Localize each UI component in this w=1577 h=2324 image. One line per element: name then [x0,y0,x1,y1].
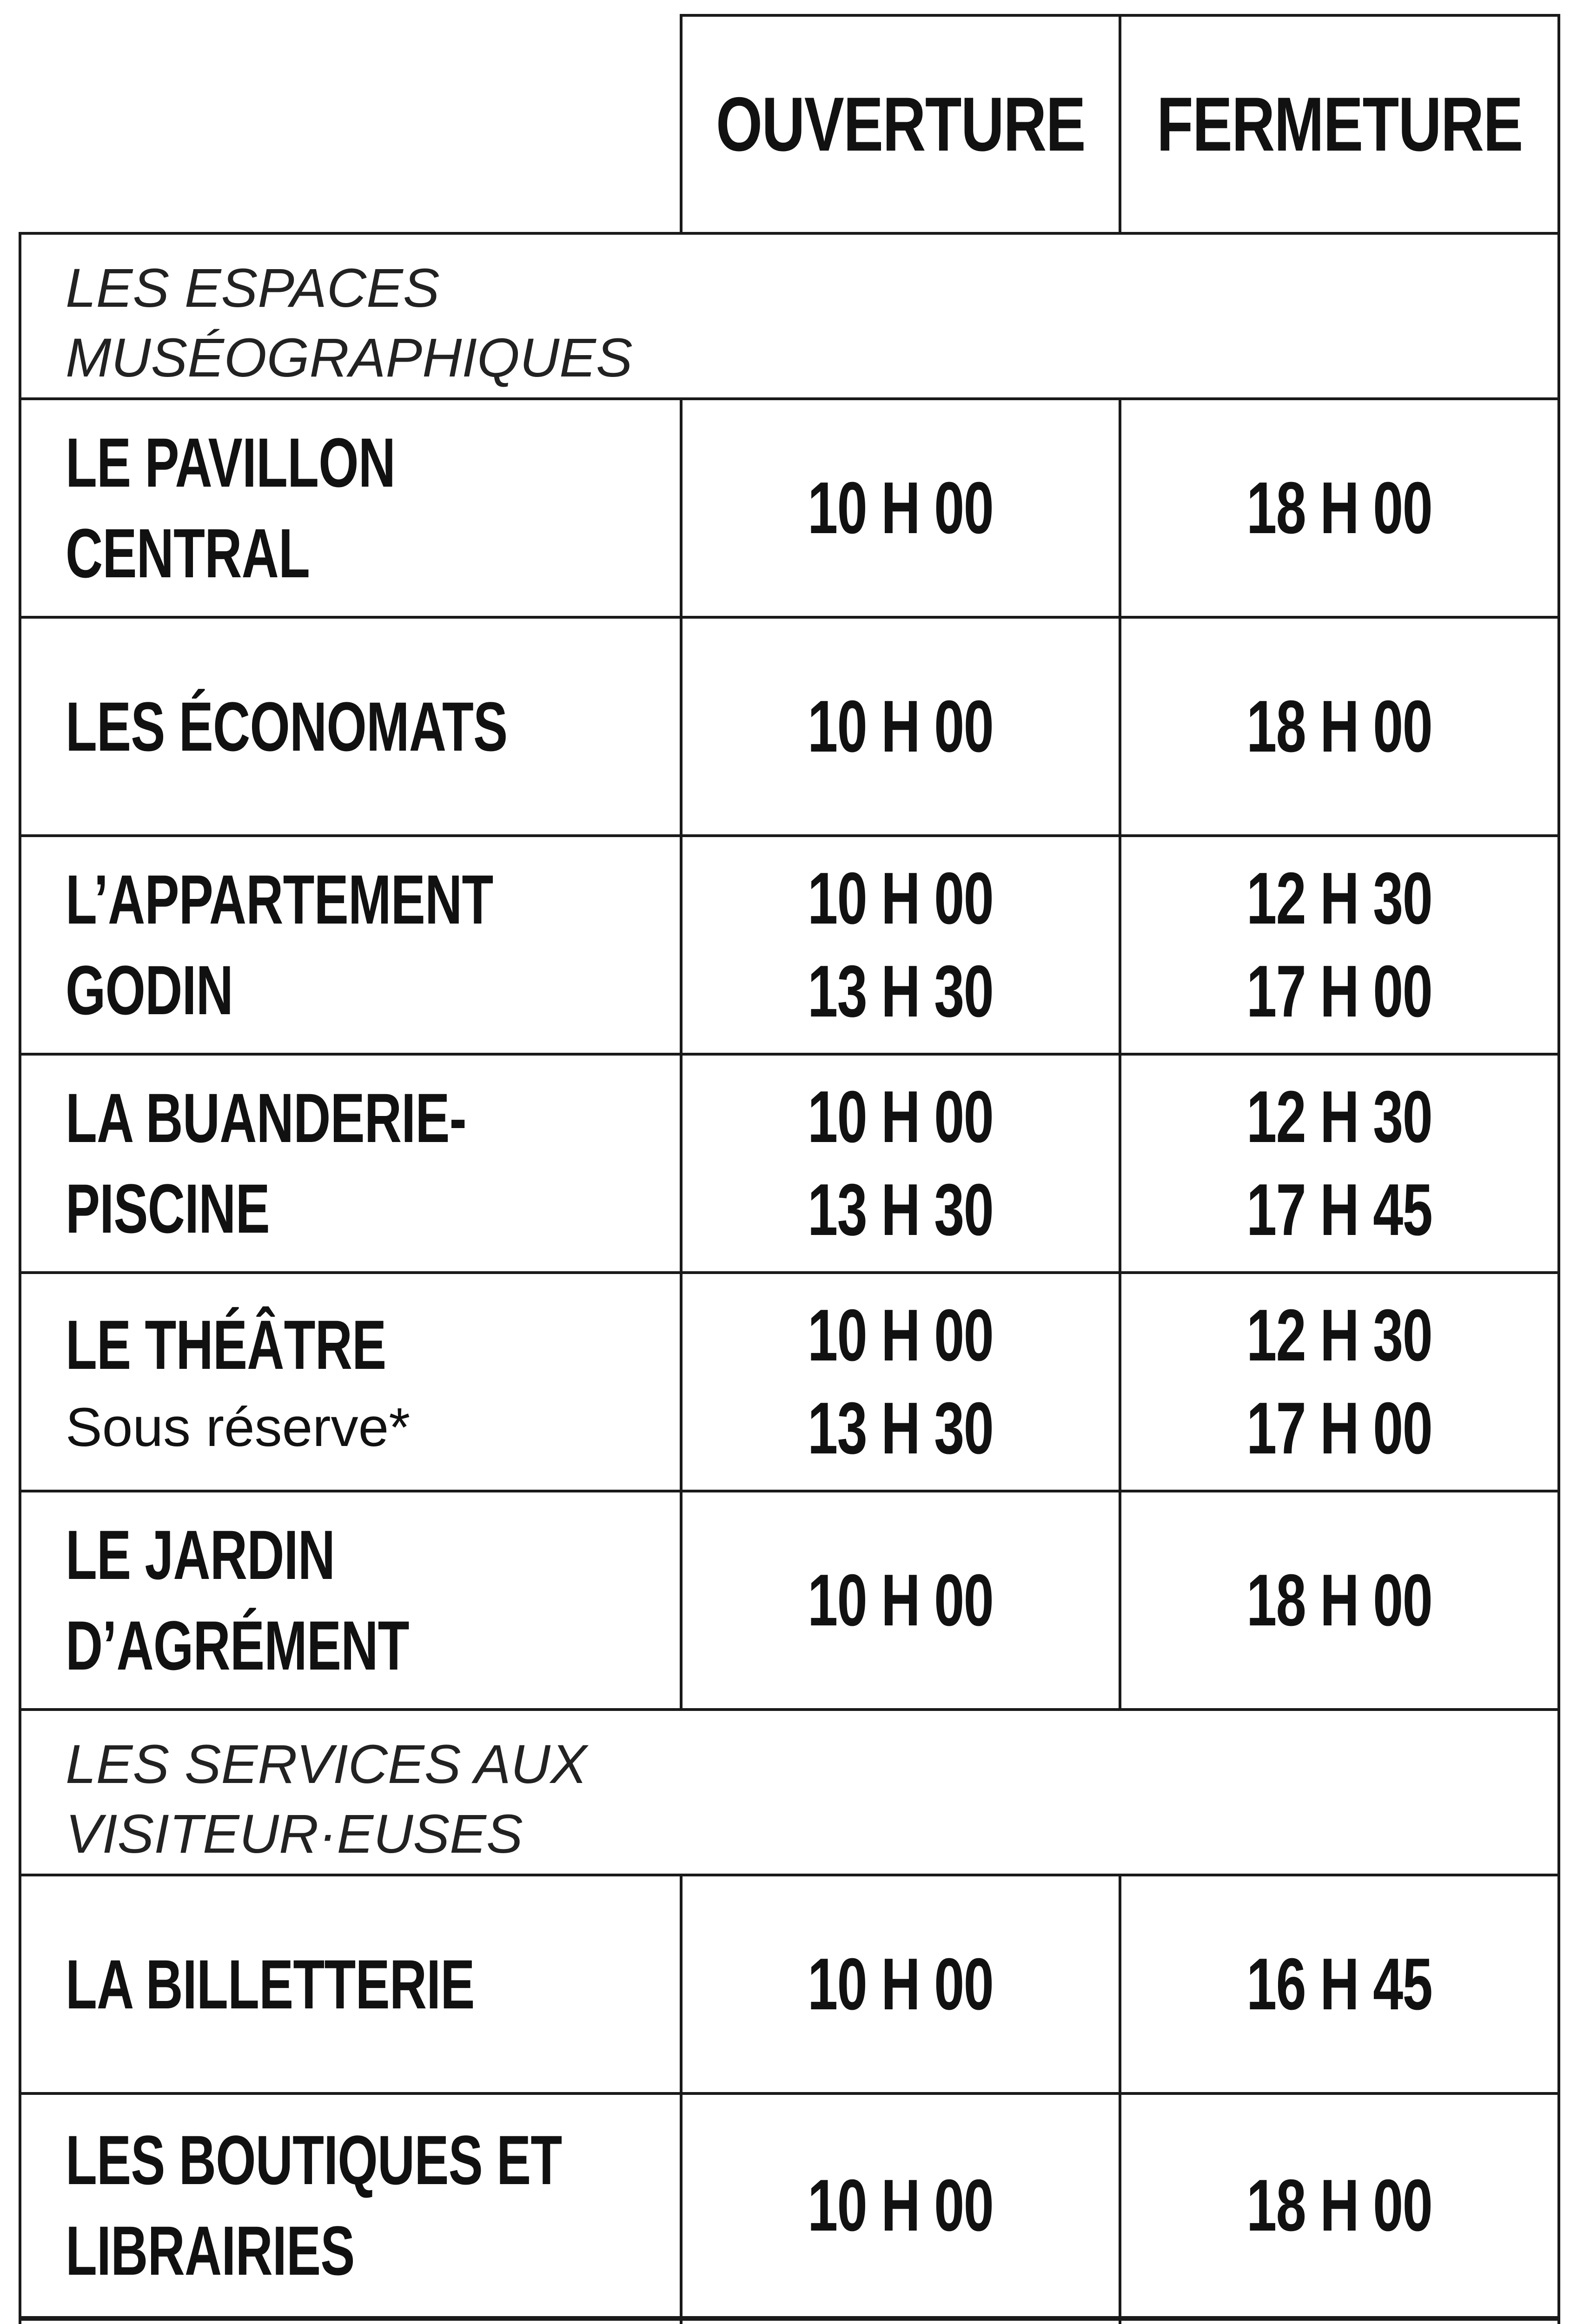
row-pavillon-open [680,397,1121,619]
appartement-name-line2: GODIN [66,951,233,1029]
row-boutiques-open [680,2092,1121,2319]
economats-name-line1: LES ÉCONOMATS [66,687,508,766]
row-economats-close [1119,616,1560,837]
theatre-note: Sous réserve* [66,1396,411,1458]
jardin-open-time: 10 H 00 [808,1559,994,1641]
row-boutiques-name [19,2092,682,2319]
section-services-line2: VISITEUR·EUSES [66,1803,523,1865]
theatre-close-time-1: 12 H 30 [1246,1294,1432,1376]
buanderie-close-time-1: 12 H 30 [1246,1076,1432,1158]
theatre-close-time-2: 17 H 00 [1246,1387,1432,1469]
header-opening-label: OUVERTURE [716,81,1085,167]
boutiques-open-time: 10 H 00 [808,2165,994,2246]
row-billetterie-name [19,1874,682,2095]
appartement-close-time-2: 17 H 00 [1246,951,1432,1032]
row-pavillon-close [1119,397,1560,619]
row-boutiques-close [1119,2092,1560,2319]
jardin-name-line1: LE JARDIN [66,1516,335,1594]
theatre-name-line1: LE THÉÂTRE [66,1305,386,1384]
buanderie-name-line2: PISCINE [66,1169,270,1248]
section-museum-line1: LES ESPACES [66,257,440,319]
pavillon-close-time: 18 H 00 [1246,467,1432,549]
row-buvette-close [1119,2316,1560,2324]
row-billetterie-open [680,1874,1121,2095]
row-buanderie-close [1119,1053,1560,1274]
theatre-open-time-1: 10 H 00 [808,1294,994,1376]
buanderie-name-line1: LA BUANDERIE- [66,1079,466,1157]
row-jardin-open [680,1490,1121,1711]
row-jardin-name [19,1490,682,1711]
row-pavillon-name [19,397,682,619]
row-theatre-close [1119,1271,1560,1492]
row-buvette-name [19,2316,682,2324]
boutiques-name-line1: LES BOUTIQUES ET [66,2121,562,2199]
boutiques-close-time: 18 H 00 [1246,2165,1432,2246]
theatre-open-time-2: 13 H 30 [808,1387,994,1469]
section-services-line1: LES SERVICES AUX [66,1734,587,1795]
billetterie-open-time: 10 H 00 [808,1943,994,2025]
appartement-name-line1: L’APPARTEMENT [66,860,493,938]
row-buvette-open [680,2316,1121,2324]
pavillon-name-line2: CENTRAL [66,514,310,592]
row-theatre-open [680,1271,1121,1492]
row-billetterie-close [1119,1874,1560,2095]
section-museum [19,232,1560,400]
pavillon-open-time: 10 H 00 [808,467,994,549]
section-services [19,1708,1560,1876]
header-closing [1119,14,1560,235]
row-appartement-close [1119,834,1560,1056]
buanderie-open-time-1: 10 H 00 [808,1076,994,1158]
row-economats-name [19,616,682,837]
row-jardin-close [1119,1490,1560,1711]
billetterie-close-time: 16 H 45 [1246,1943,1432,2025]
section-museum-line2: MUSÉOGRAPHIQUES [66,327,633,389]
buanderie-close-time-2: 17 H 45 [1246,1169,1432,1251]
boutiques-name-line2: LIBRAIRIES [66,2212,355,2290]
buanderie-open-time-2: 13 H 30 [808,1169,994,1251]
economats-close-time: 18 H 00 [1246,686,1432,767]
economats-open-time: 10 H 00 [808,686,994,767]
row-appartement-open [680,834,1121,1056]
appartement-open-time-1: 10 H 00 [808,858,994,939]
pavillon-name-line1: LE PAVILLON [66,423,396,502]
jardin-name-line2: D’AGRÉMENT [66,1606,409,1684]
header-opening [680,14,1121,235]
row-theatre-name [19,1271,682,1492]
appartement-open-time-2: 13 H 30 [808,951,994,1032]
billetterie-name-line1: LA BILLETTERIE [66,1945,475,2023]
header-closing-label: FERMETURE [1156,81,1523,167]
jardin-close-time: 18 H 00 [1246,1559,1432,1641]
row-economats-open [680,616,1121,837]
row-buanderie-name [19,1053,682,1274]
appartement-close-time-1: 12 H 30 [1246,858,1432,939]
row-appartement-name [19,834,682,1056]
row-buanderie-open [680,1053,1121,1274]
